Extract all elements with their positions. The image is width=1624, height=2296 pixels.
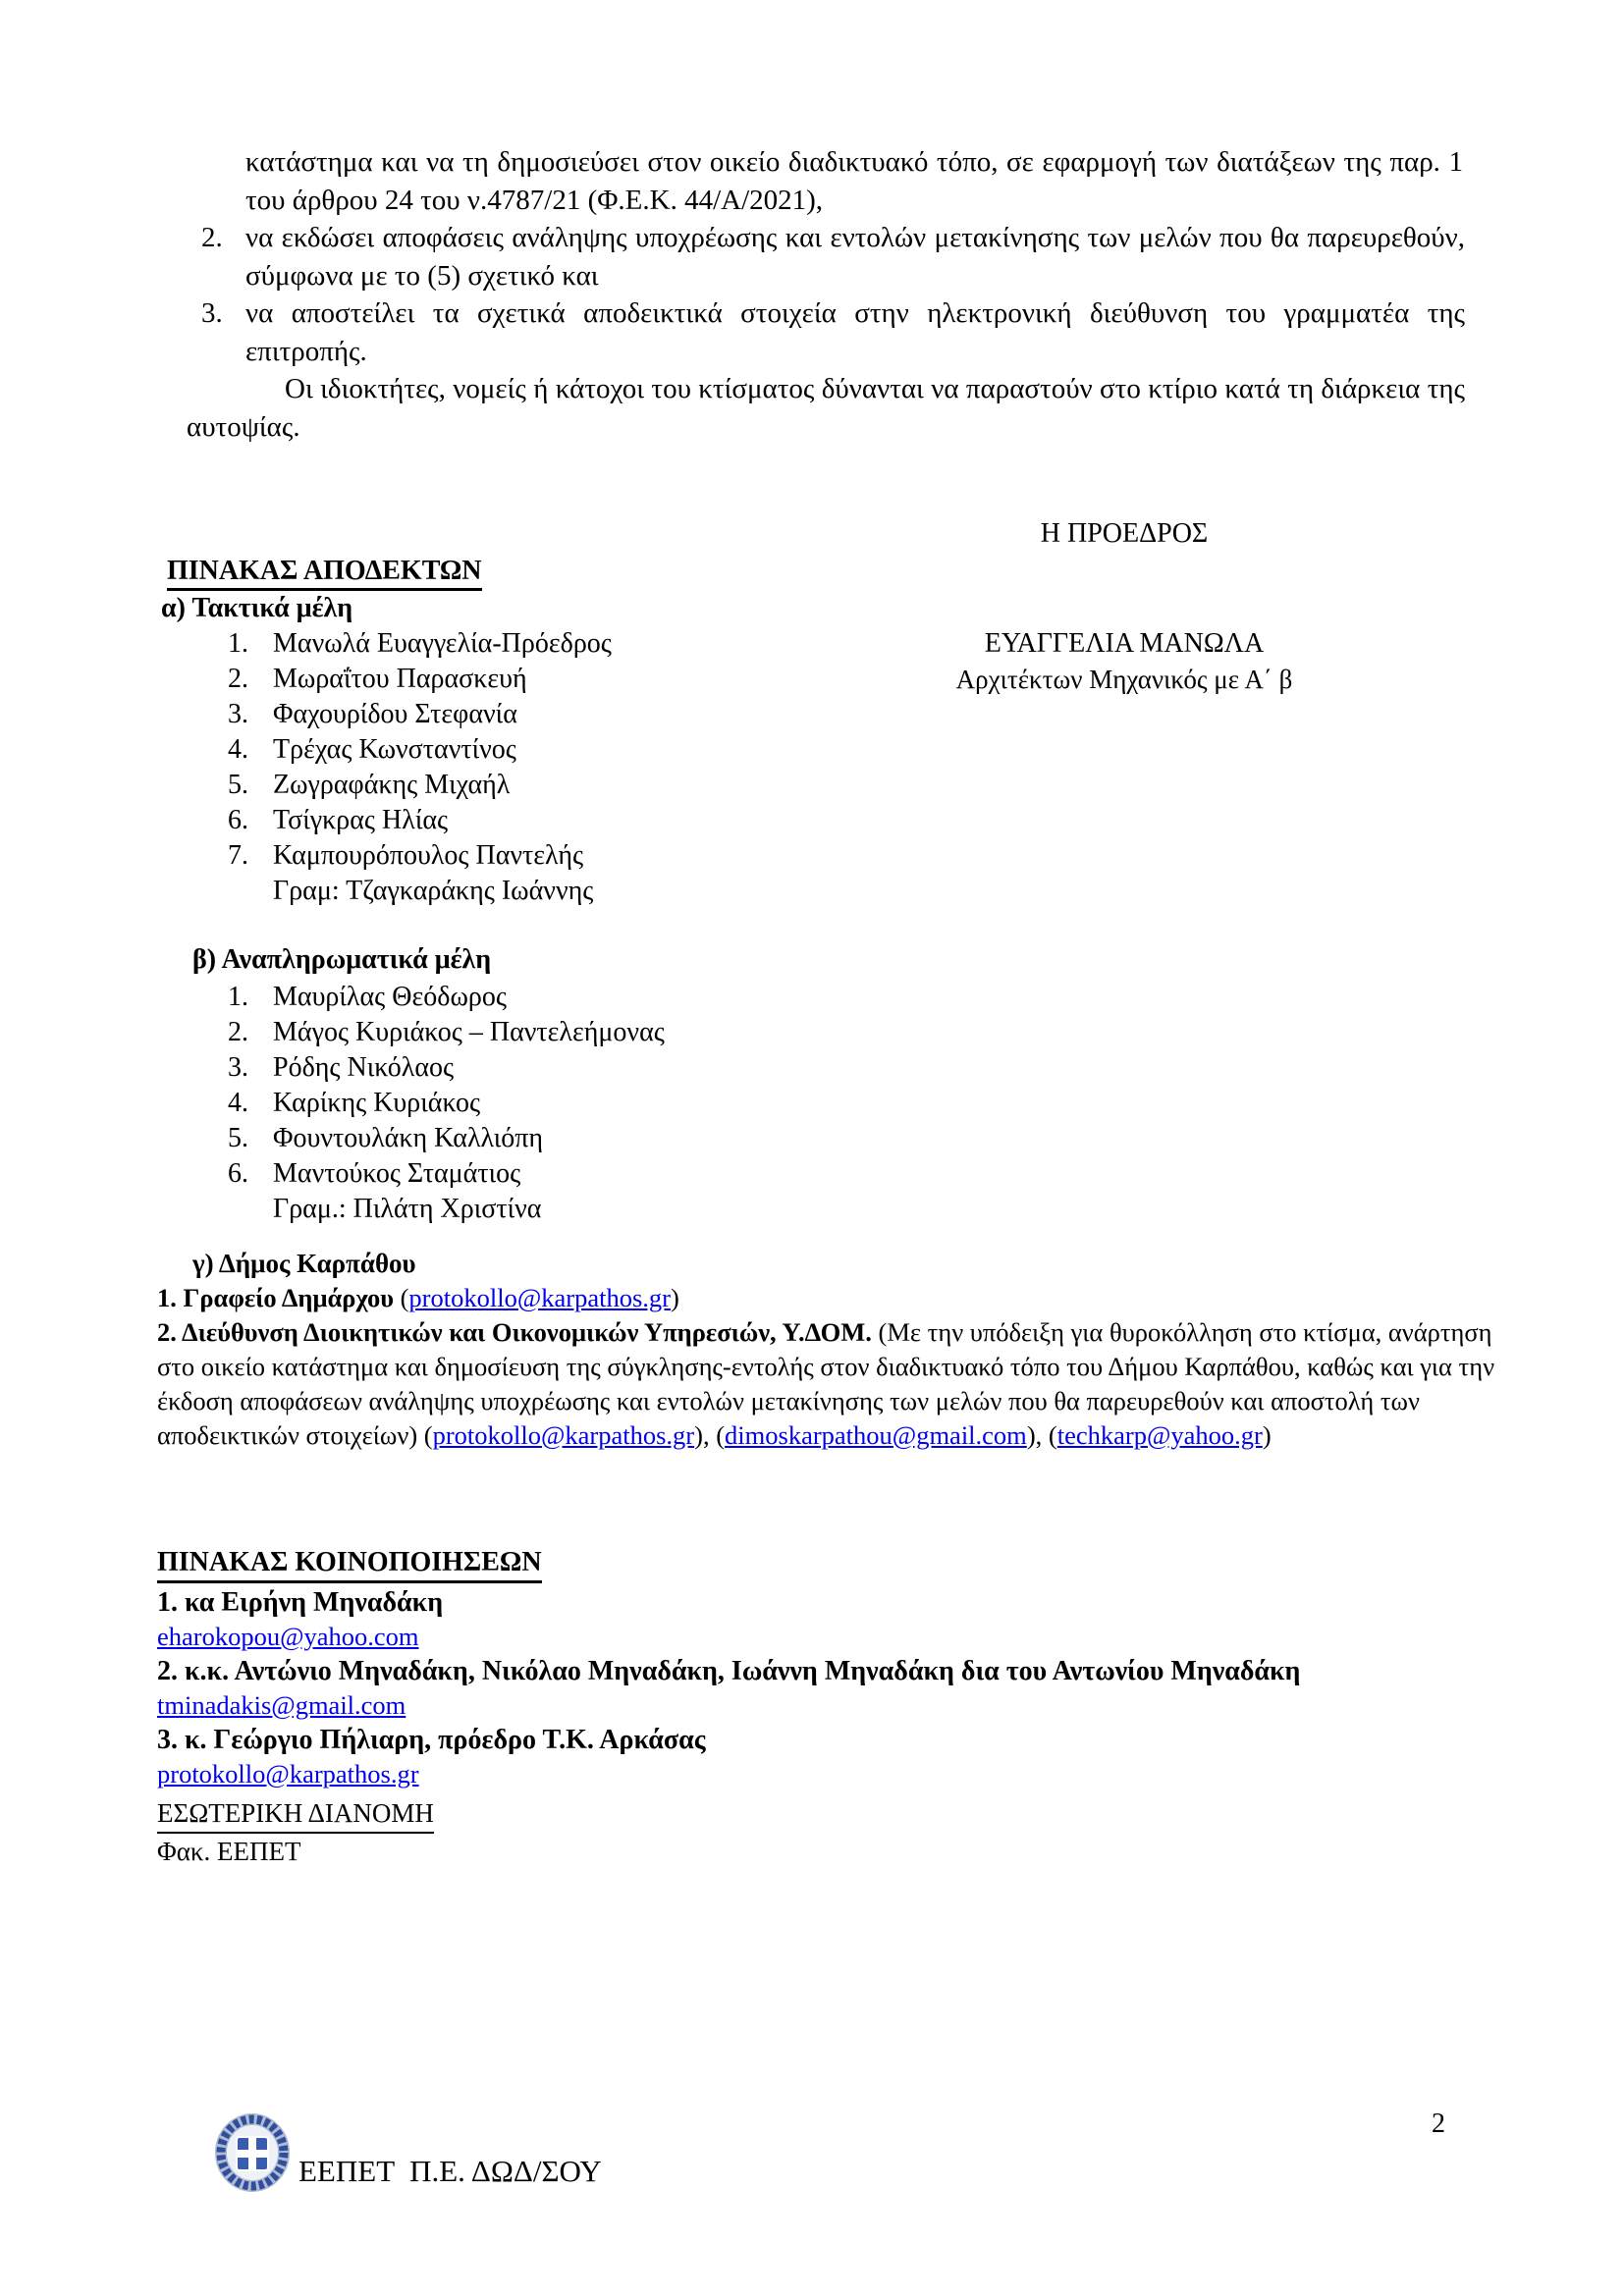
email-link[interactable]: tminadakis@gmail.com [157, 1690, 406, 1720]
notification-entry-email [157, 1620, 1512, 1654]
member-number: 1. [228, 982, 248, 1012]
substitute-members-list [228, 980, 665, 1227]
member-name: Μαυρίλας Θεόδωρος [273, 982, 507, 1012]
member-number: 2. [228, 1017, 248, 1047]
list-item [228, 626, 612, 662]
president-signature-block [864, 626, 1384, 697]
intro-closing-paragraph: Οι ιδιοκτήτες, νομείς ή κάτοχοι του κτίσματος δύνανται να παραστούν στο κτίριο κατά τη διάρκεια της αυτοψίας. [187, 373, 1465, 443]
separator: ), ( [694, 1420, 726, 1450]
list-item [228, 1086, 665, 1121]
municipality-item-1-label: 1. Γραφείο Δημάρχου [157, 1283, 394, 1312]
member-name: Φαχουρίδου Στεφανία [273, 699, 517, 729]
president-name: ΕΥΑΓΓΕΛΙΑ ΜΑΝΩΛΑ [984, 628, 1265, 659]
list-item [228, 1121, 665, 1156]
list-item [228, 768, 612, 803]
member-name: Μωραΐτου Παρασκευή [273, 664, 527, 694]
president-title: Η ΠΡΟΕΔΡΟΣ [1040, 518, 1209, 549]
list-item [228, 1156, 665, 1192]
internal-distribution-line: Φακ. ΕΕΠΕΤ [157, 1837, 301, 1866]
list-item [228, 838, 612, 874]
email-link[interactable]: protokollo@karpathos.gr [157, 1759, 419, 1789]
list-number: 3. [201, 297, 223, 329]
intro-continuation: κατάστημα και να τη δημοσιεύσει στον οικείο διαδικτυακό τόπο, σε εφαρμογή των διατάξεων της παρ. 1 του άρθρου 24 του ν.4787/21 (Φ.Ε.Κ. 44/Α/2021), [245, 146, 1463, 216]
notification-entry-email [157, 1688, 1512, 1723]
list-item [228, 803, 612, 838]
municipality-item-2-label: 2. Διεύθυνση Διοικητικών και Οικονομικών Υπηρεσιών, Υ.ΔΟΜ. [157, 1317, 872, 1347]
list-text: να εκδώσει αποφάσεις ανάληψης υποχρέωσης και εντολών μετακίνησης των μελών που θα παρευρεθούν, σύμφωνα με το (5) σχετικό και [245, 222, 1465, 292]
list-item [228, 1015, 665, 1050]
email-link[interactable]: dimoskarpathou@gmail.com [725, 1420, 1027, 1450]
notifications-section [157, 1545, 1512, 1791]
recipients-table-heading: ΠΙΝΑΚΑΣ ΑΠΟΔΕΚΤΩΝ [167, 556, 482, 591]
email-link[interactable]: techkarp@yahoo.gr [1056, 1420, 1263, 1450]
municipality-item-2-note: (Με την υπόδειξη για θυροκόλληση στο κτίσμα, ανάρτηση στο οικείο κατάστημα και δημοσίευση της σύγκλησης-εντολής στον διαδικτυακό τόπο του Δήμου Καρπάθου, καθώς και για την έκδοση αποφάσεων ανάληψης υποχρέωσης και εντολών μετακίνησης των μελών που θα παρευρεθούν και αποστολή των αποδεικτικών στοιχείων) ( [157, 1317, 1495, 1450]
member-name: Φουντουλάκη Καλλιόπη [273, 1123, 544, 1153]
email-link[interactable]: protokollo@karpathos.gr [408, 1283, 671, 1312]
member-number: 2. [228, 664, 248, 694]
member-name: Τσίγκρας Ηλίας [273, 805, 449, 835]
substitute-members-heading: β) Αναπληρωματικά μέλη [192, 944, 492, 975]
member-name: Ζωγραφάκης Μιχαήλ [273, 770, 511, 800]
member-name: Μαντούκος Σταμάτιος [273, 1158, 521, 1189]
paren-open: ( [393, 1283, 409, 1312]
notification-entry-email [157, 1757, 1512, 1791]
paren-close: ) [1262, 1420, 1272, 1450]
member-name: Καρίκης Κυριάκος [273, 1088, 481, 1118]
member-name: Ρόδης Νικόλαος [273, 1052, 455, 1083]
member-name: Τρέχας Κωνσταντίνος [273, 734, 516, 765]
hellenic-republic-emblem-logo [212, 2112, 293, 2202]
member-number: 4. [228, 734, 248, 765]
municipality-item-1 [157, 1281, 1497, 1315]
member-name: Μάγος Κυριάκος – Παντελεήμονας [273, 1017, 665, 1047]
list-item [228, 662, 612, 697]
member-number: 6. [228, 805, 248, 835]
email-link[interactable]: eharokopou@yahoo.com [157, 1622, 419, 1651]
separator: ), ( [1026, 1420, 1057, 1450]
internal-distribution-section [157, 1795, 434, 1869]
member-name: Καμπουρόπουλος Παντελής [273, 840, 584, 871]
substitute-secretary-line: Γραμ.: Πιλάτη Χριστίνα [273, 1194, 542, 1224]
list-item [228, 732, 612, 768]
list-text: να αποστείλει τα σχετικά αποδεικτικά στοιχεία στην ηλεκτρονική διεύθυνση του γραμματέα της επιτροπής. [245, 297, 1465, 367]
municipality-heading: γ) Δήμος Καρπάθου [192, 1249, 416, 1278]
member-number: 4. [228, 1088, 248, 1118]
internal-distribution-heading: ΕΣΩΤΕΡΙΚΗ ΔΙΑΝΟΜΗ [157, 1795, 434, 1834]
member-number: 3. [228, 1052, 248, 1083]
municipality-body [157, 1281, 1497, 1453]
member-name: Μανωλά Ευαγγελία-Πρόεδρος [273, 628, 612, 659]
regular-members-list [228, 626, 612, 909]
notification-entry-name: 3. κ. Γεώργιο Πήλιαρη, πρόεδρο Τ.Κ. Αρκάσας [157, 1725, 706, 1755]
notifications-heading: ΠΙΝΑΚΑΣ ΚΟΙΝΟΠΟΙΗΣΕΩΝ [157, 1545, 542, 1583]
list-item [228, 980, 665, 1015]
president-role: Αρχιτέκτων Μηχανικός με Α΄ β [955, 665, 1293, 694]
intro-block [187, 143, 1465, 446]
member-number: 5. [228, 770, 248, 800]
regular-secretary-line: Γραμ: Τζαγκαράκης Ιωάννης [273, 876, 594, 906]
municipality-item-2 [157, 1315, 1497, 1453]
footer-organization-label: ΕΕΠΕΤ Π.Ε. ΔΩΔ/ΣΟΥ [298, 2154, 602, 2188]
member-number: 6. [228, 1158, 248, 1189]
notification-entry-name: 2. κ.κ. Αντώνιο Μηναδάκη, Νικόλαο Μηναδάκη, Ιωάννη Μηναδάκη δια του Αντωνίου Μηναδάκη [157, 1656, 1301, 1686]
list-item [228, 697, 612, 732]
email-link[interactable]: protokollo@karpathos.gr [432, 1420, 695, 1450]
notification-entry-name: 1. κα Ειρήνη Μηναδάκη [157, 1587, 444, 1618]
list-item [228, 1050, 665, 1086]
member-number: 3. [228, 699, 248, 729]
intro-item-2 [187, 219, 1465, 294]
list-number: 2. [201, 222, 223, 253]
regular-members-heading: α) Τακτικά μέλη [161, 593, 353, 623]
member-number: 1. [228, 628, 248, 659]
member-number: 7. [228, 840, 248, 871]
paren-close: ) [670, 1283, 679, 1312]
page-number: 2 [1432, 2109, 1445, 2139]
member-number: 5. [228, 1123, 248, 1153]
intro-item-3 [187, 294, 1465, 370]
